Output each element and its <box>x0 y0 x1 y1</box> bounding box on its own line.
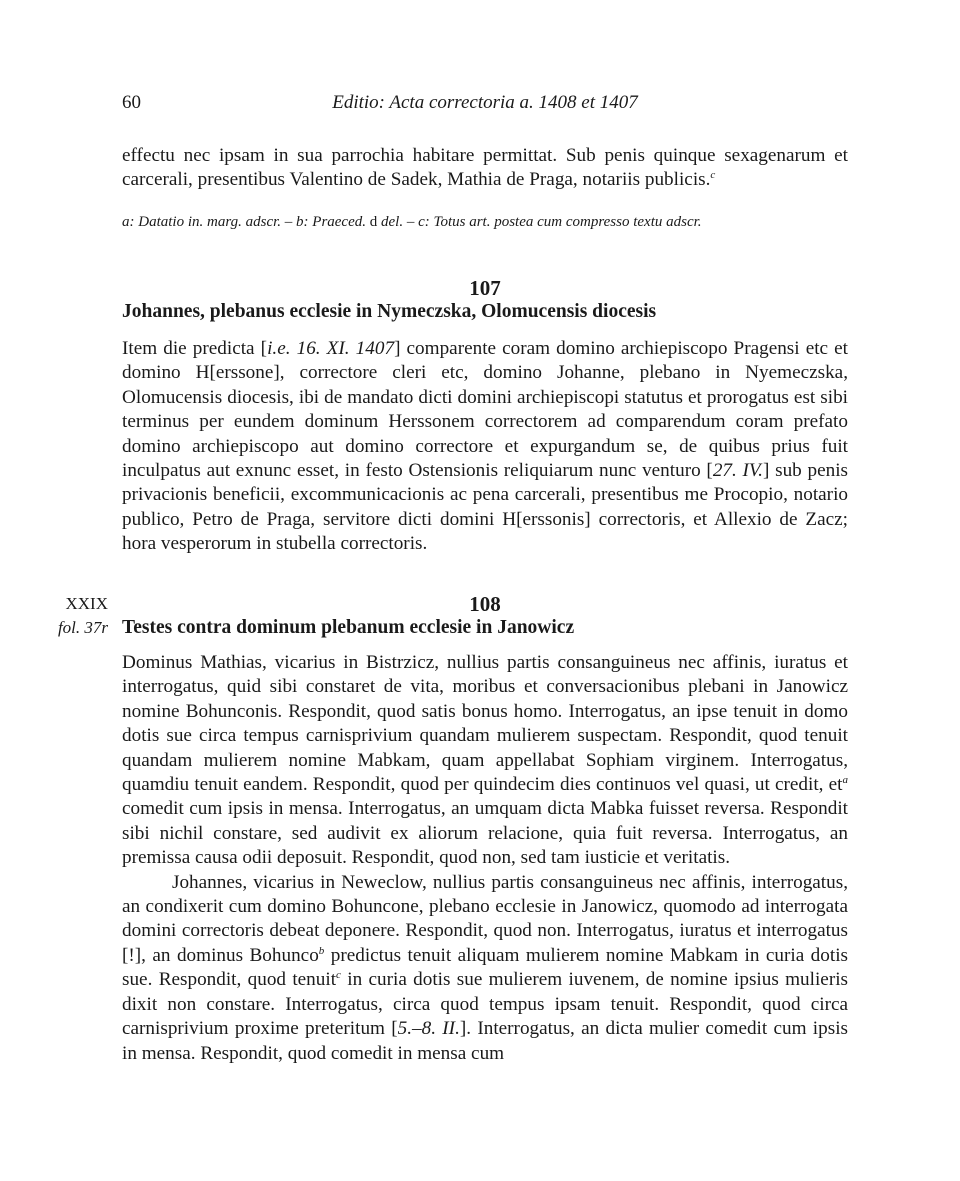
document-number-108: 108 <box>469 592 501 616</box>
footnote-text-2: del. – c: Totus art. postea cum compresso textu adscr. <box>377 214 702 230</box>
text-107-part3: ] sub penis privacionis beneficii, excommunicacionis ac pena carcerali, presentibus me Procopio, notario publico, Petro de Praga, servitore dicti domini H[erssonis] correctoris, et Allexio de Zacz; hora vesperorum in stubella correctoris. <box>122 460 849 555</box>
footnote-text-1: a: Datatio in. marg. adscr. – b: Praeced. <box>122 214 370 230</box>
continued-text <box>122 144 848 193</box>
date-108: 5.–8. II. <box>397 1018 460 1040</box>
document-heading-107: Johannes, plebanus ecclesie in Nymeczska, Olomucensis diocesis <box>122 301 657 322</box>
footnote-marker-a: a <box>842 774 848 787</box>
text-108-p2-a: Johannes, vicarius in Neweclow, nullius partis consanguineus nec affinis, interrogatus, an condixerit cum domino Bohuncone, plebano ecclesie in Janowicz, quomodo ad interrogata domini correctoris debeat deponere. Respondit, quod non. Interrogatus, iuratus et interrogatus [!], an dominus Bohunco <box>122 871 848 966</box>
text-108-p2-b: predictus tenuit aliquam mulierem nomine Mabkam in curia dotis sue. Respondit, quod tenuit <box>122 944 848 991</box>
text-108-p2-d: ]. Interrogatus, an dicta mulier comedit cum ipsis in mensa. Respondit, quod comedit in mensa cum <box>122 1018 848 1064</box>
footnote-letter-d: d <box>369 214 378 230</box>
running-head <box>122 92 848 118</box>
continued-text-body: effectu nec ipsam in sua parrochia habitare permittat. Sub penis quinque sexagenarum et carcerali, presentibus Valentino de Sadek, Mathia de Praga, notariis publicis. <box>122 145 848 191</box>
paragraph-108-2 <box>122 871 848 1066</box>
document-body-108 <box>122 651 848 1066</box>
footnotes <box>122 212 848 232</box>
text-108-p1-b: comedit cum ipsis in mensa. Interrogatus, an umquam dicta Mabka fuisset reversa. Respondit sibi nichil constare, sed audivit ex aliorum relacione, quia fuit reversa. Interrogatus, an premissa causa odii deposuit. Respondit, quod non, sed tam iusticie et veritatis. <box>122 798 848 869</box>
text-107-part2: ] comparente coram domino archiepiscopo Pragensi etc et domino H[erssone], correctore cleri etc, domino Johanne, plebano in Nyemeczska, Olomucensis diocesis, ibi de mandato dicti domini archiepiscopi statutus et prorogatus est sibi terminus per eundem dominum Herssonem correctorem ad comparendum coram prefato domino archiepiscopo aut domino correctore et expurgandum se, de quibus prius fuit inculpatus aut exnunc esset, in festo Ostensionis reliquiarum nunc venturo [ <box>122 338 849 482</box>
footnote-marker-c2: c <box>336 969 341 982</box>
date-107-a: i.e. 16. XI. 1407 <box>267 338 395 359</box>
footnote-marker-b: b <box>318 944 325 957</box>
text-108-p2-c: in curia dotis sue mulierem iuvenem, de nomine ipsius mulieris dixit non constare. Interrogatus, circa quod tempus ipsam tenuit. Respondit, quod circa carnisprivium proxime preteritum [ <box>122 969 849 1040</box>
document-heading-108: Testes contra dominum plebanum ecclesie in Janowicz <box>122 617 575 638</box>
document-number-107: 107 <box>469 276 501 300</box>
text-108-p1-a: Dominus Mathias, vicarius in Bistrzicz, nullius partis consanguineus nec affinis, iuratus et interrogatus, quid sibi constaret de vita, moribus et conversacionibus plebani in Janowicz nomine Bohunconis. Respondit, quod satis bonus homo. Interrogatus, an ipse tenuit in domo dotis sue circa tempus carnisprivium quandam mulierem suspectam. Respondit, quod tenuit quandam mulierem nomine Mabkam, quam appellabat Sophiam virginem. Interrogatus, quamdiu tenuit eandem. Respondit, quod per quindecim dies continuos vel quasi, ut credit, et <box>122 652 848 796</box>
margin-roman-numeral: XXIX <box>65 594 108 613</box>
margin-folio: fol. 37r <box>57 618 108 637</box>
paragraph-107 <box>122 337 848 557</box>
paragraph-108-1 <box>122 651 848 871</box>
continued-paragraph <box>122 144 848 193</box>
running-title: Editio: Acta correctoria a. 1408 et 1407 <box>332 92 638 113</box>
text-107-part1: Item die predicta [ <box>122 338 268 359</box>
date-107-b: 27. IV. <box>712 460 763 482</box>
page-number: 60 <box>122 92 141 113</box>
footnote-marker-c: c <box>710 169 716 182</box>
document-body-107 <box>122 337 848 557</box>
